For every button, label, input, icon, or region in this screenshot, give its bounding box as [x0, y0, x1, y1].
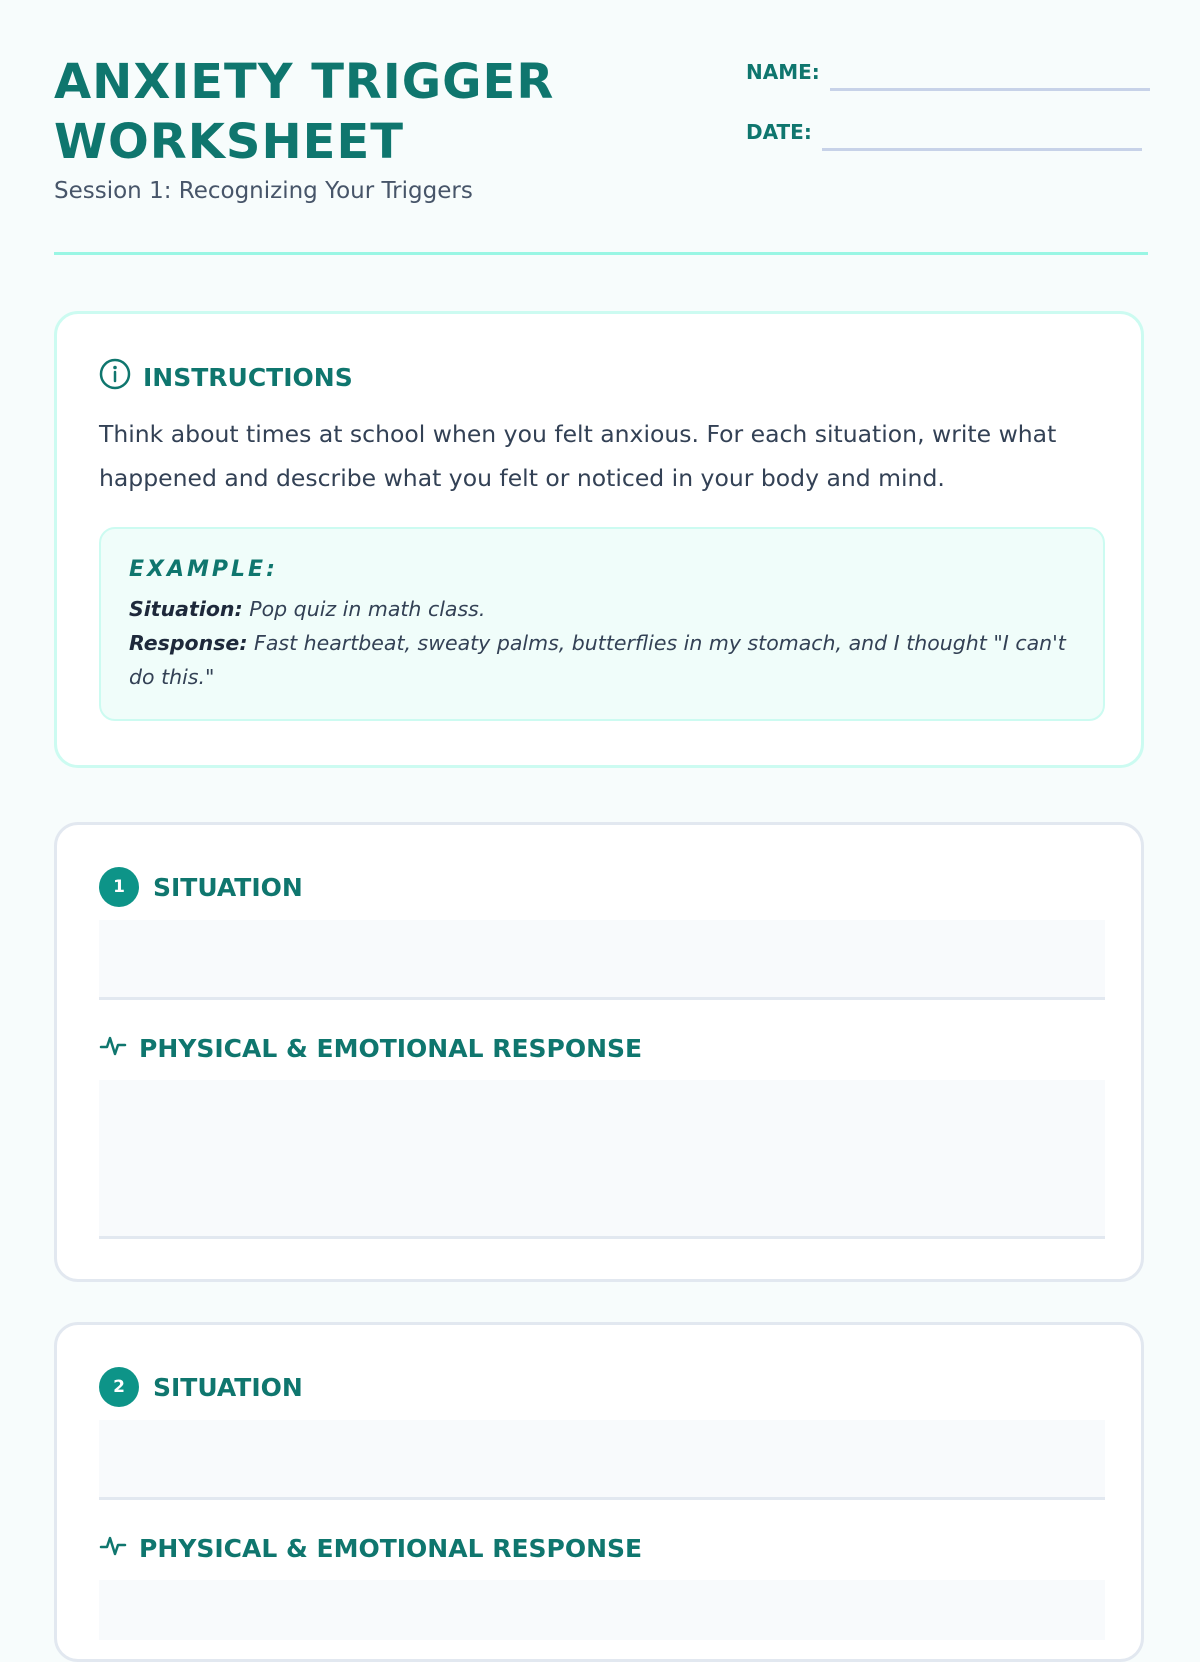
- instructions-heading: [99, 358, 353, 396]
- situation-heading-2: [99, 1367, 303, 1407]
- instructions-card: [54, 311, 1144, 768]
- title-line-1: ANXIETY TRIGGER: [54, 54, 555, 110]
- example-box: [99, 527, 1105, 721]
- example-response: [129, 626, 1075, 694]
- header-divider: [54, 252, 1148, 255]
- session-subtitle: Session 1: Recognizing Your Triggers: [54, 178, 473, 204]
- example-situation: [129, 592, 1075, 626]
- entry-card-2: [54, 1322, 1144, 1662]
- response-heading-1: [99, 1031, 642, 1065]
- title-line-2: WORKSHEET: [54, 114, 404, 170]
- entry-card-1: [54, 822, 1144, 1282]
- response-label: PHYSICAL & EMOTIONAL RESPONSE: [139, 1533, 643, 1563]
- situation-heading-1: [99, 867, 303, 907]
- situation-input-1[interactable]: [99, 920, 1105, 1000]
- page-title: [54, 52, 694, 172]
- example-situation-label: Situation:: [129, 597, 243, 621]
- example-response-label: Response:: [129, 631, 248, 655]
- entry-number-badge: 2: [99, 1367, 139, 1407]
- info-icon: [99, 358, 131, 396]
- instructions-text: Think about times at school when you felt anxious. For each situation, write what happened and describe what you felt or noticed in your body and mind.: [99, 420, 1057, 492]
- example-response-text: Fast heartbeat, sweaty palms, butterflies in my stomach, and I thought "I can't do this.": [129, 631, 1066, 689]
- entry-number-badge: 1: [99, 867, 139, 907]
- situation-label: SITUATION: [153, 872, 303, 902]
- name-label: NAME:: [746, 60, 820, 84]
- response-input-1[interactable]: [99, 1080, 1105, 1239]
- pulse-icon: [99, 1031, 127, 1065]
- response-label: PHYSICAL & EMOTIONAL RESPONSE: [139, 1033, 643, 1063]
- situation-label: SITUATION: [153, 1372, 303, 1402]
- date-field[interactable]: [822, 148, 1142, 151]
- pulse-icon: [99, 1531, 127, 1565]
- situation-input-2[interactable]: [99, 1420, 1105, 1500]
- instructions-heading-label: INSTRUCTIONS: [143, 362, 353, 392]
- response-heading-2: [99, 1531, 642, 1565]
- example-title: EXAMPLE:: [129, 557, 278, 582]
- response-input-2[interactable]: [99, 1580, 1105, 1640]
- name-field[interactable]: [830, 88, 1150, 91]
- date-label: DATE:: [746, 120, 812, 144]
- example-situation-text: Pop quiz in math class.: [242, 597, 486, 621]
